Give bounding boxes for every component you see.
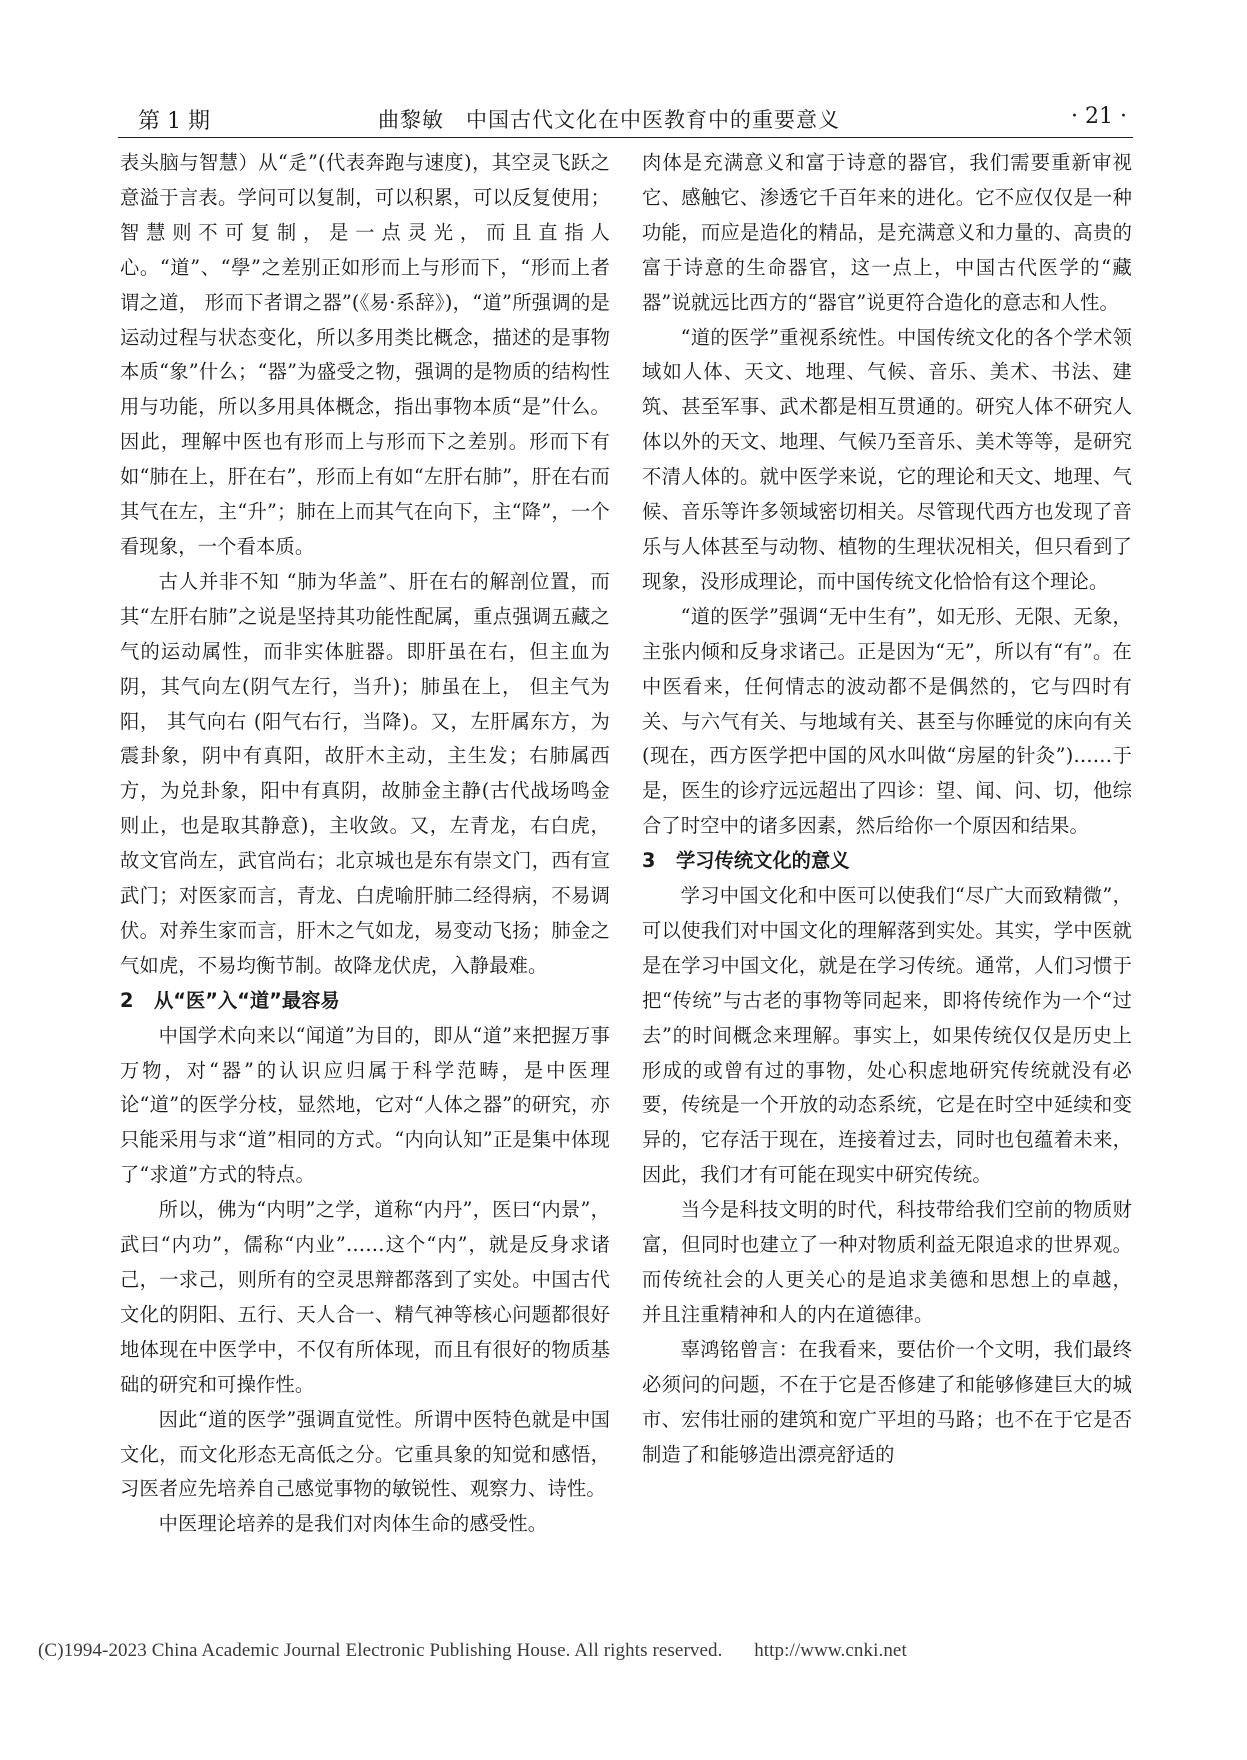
copyright-footer	[38, 1640, 1208, 1662]
copyright-text: (C)1994-2023 China Academic Journal Electronic Publishing House. All rights reserved.	[38, 1640, 723, 1661]
section-title: 从“医”入“道”最容易	[154, 988, 340, 1012]
section-heading	[642, 844, 1132, 879]
paragraph: 肉体是充满意义和富于诗意的器官，我们需要重新审视它、感触它、渗透它千百年来的进化。它不应仅仅是一种功能，而应是造化的精品，是充满意义和力量的、高贵的富于诗意的生命器官，这一点上，中国古代医学的“藏器”说就远比西方的“器官”说更符合造化的意志和人性。	[642, 151, 1132, 314]
section-number: 2	[120, 988, 134, 1012]
cnki-url[interactable]: http://www.cnki.net	[754, 1640, 907, 1661]
running-header	[118, 100, 1133, 138]
header-rule	[118, 137, 1133, 138]
page-number: · 21 ·	[1071, 104, 1127, 129]
paragraph: 表头脑与智慧）从“辵”(代表奔跑与速度)，其空灵飞跃之意溢于言表。学问可以复制，可以积累，可以反复使用；智慧则不可复制，是一点灵光，而且直指人心。“道”、“學”之差别正如形而上与形而下，“形而上者谓之道， 形而下者谓之器”(《易·系辞》)，“道”所强调的是运动过程与状态变化，所以多用类比概念，描述的是事物本质“象”什么；“器”为盛受之物，强调的是物质的结构性用与功能，所以多用具体概念，指出事物本质“是”什么。因此，理解中医也有形而上与形而下之差别。形而下有如“肺在上，肝在右”，形而上有如“左肝右肺”，肝在右而其气在左，主“升”；肺在上而其气在向下，主“降”，一个看现象，一个看本质。	[120, 151, 610, 558]
paragraph: 所以，佛为“内明”之学，道称“内丹”，医曰“内景”，武曰“内功”，儒称“内业”……这个“内”，就是反身求诸己，一求己，则所有的空灵思辩都落到了实处。中国古代文化的阴阳、五行、天人合一、精气神等核心问题都很好地体现在中医学中，不仅有所体现，而且有很好的物质基础的研究和可操作性。	[120, 1198, 610, 1396]
running-title: 曲黎敏 中国古代文化在中医教育中的重要意义	[378, 108, 840, 132]
left-column	[120, 146, 610, 1542]
section-number: 3	[642, 849, 656, 873]
section-title: 学习传统文化的意义	[676, 849, 850, 873]
paragraph: 当今是科技文明的时代，科技带给我们空前的物质财富，但同时也建立了一种对物质利益无限追求的世界观。而传统社会的人更关心的是追求美德和思想上的卓越， 并且注重精神和人的内在道德律。	[642, 1198, 1132, 1326]
paragraph: 中国学术向来以“闻道”为目的，即从“道”来把握万事万物，对“器”的认识应归属于科学范畴，是中医理论“道”的医学分枝，显然地，它对“人体之器”的研究，亦只能采用与求“道”相同的方式。“内向认知”正是集中体现了“求道”方式的特点。	[120, 1023, 610, 1187]
paragraph: 中医理论培养的是我们对肉体生命的感受性。	[158, 1512, 548, 1536]
paragraph: “道的医学”强调“无中生有”，如无形、无限、无象，主张内倾和反身求诸己。正是因为“无”，所以有“有”。在中医看来，任何情志的波动都不是偶然的，它与四时有关、与六气有关、与地域有关、甚至与你睡觉的床向有关(现在，西方医学把中国的风水叫做“房屋的针灸”)……于是，医生的诊疗远远超出了四诊：望、闻、问、切，他综合了时空中的诸多因素，然后给你一个原因和结果。	[642, 604, 1132, 838]
paragraph: 古人并非不知 “肺为华盖”、肝在右的解剖位置，而其“左肝右肺”之说是坚持其功能性配属，重点强调五藏之气的运动属性，而非实体脏器。即肝虽在右，但主血为阴，其气向左(阴气左行，当升)；肺虽在上， 但主气为阳， 其气向右 (阳气右行，当降)。又，左肝属东方，为震卦象，阴中有真阳，故肝木主动，主生发；右肺属西方，为兑卦象，阳中有真阴，故肺金主静(古代战场鸣金则止，也是取其静意)，主收敛。又，左青龙，右白虎，故文官尚左，武官尚右；北京城也是东有崇文门，西有宣武门；对医家而言，青龙、白虎喻肝肺二经得病，不易调伏。对养生家而言，肝木之气如龙，易变动飞扬；肺金之气如虎，不易均衡节制。故降龙伏虎，入静最难。	[120, 569, 610, 977]
section-heading	[120, 984, 610, 1019]
right-column	[642, 146, 1132, 1472]
paragraph: 学习中国文化和中医可以使我们“尽广大而致精微”，可以使我们对中国文化的理解落到实处。其实，学中医就是在学习中国文化，就是在学习传统。通常，人们习惯于把“传统”与古老的事物等同起来，即将传统作为一个“过去”的时间概念来理解。事实上，如果传统仅仅是历史上形成的或曾有过的事物，处心积虑地研究传统就没有必要，传统是一个开放的动态系统，它是在时空中延续和变异的，它存活于现在，连接着过去，同时也包蕴着未来，因此，我们才有可能在现实中研究传统。	[642, 884, 1132, 1187]
paragraph: “道的医学”重视系统性。中国传统文化的各个学术领域如人体、天文、地理、气候、音乐、美术、书法、建筑、甚至军事、武术都是相互贯通的。研究人体不研究人体以外的天文、地理、气候乃至音乐、美术等等，是研究不清人体的。就中医学来说，它的理论和天文、地理、气候、音乐等许多领域密切相关。尽管现代西方也发现了音乐与人体甚至与动物、植物的生理状况相关，但只看到了现象，没形成理论，而中国传统文化恰恰有这个理论。	[642, 325, 1132, 593]
paragraph: 辜鸿铭曾言：在我看来，要估价一个文明，我们最终必须问的问题，不在于它是否修建了和能够修建巨大的城市、宏伟壮丽的建筑和宽广平坦的马路；也不在于它是否制造了和能够造出漂亮舒适的	[642, 1337, 1132, 1466]
issue-number: 第 1 期	[138, 109, 210, 134]
paragraph: 因此“道的医学”强调直觉性。所谓中医特色就是中国文化，而文化形态无高低之分。它重具象的知觉和感悟，习医者应先培养自己感觉事物的敏锐性、观察力、诗性。	[120, 1407, 610, 1501]
